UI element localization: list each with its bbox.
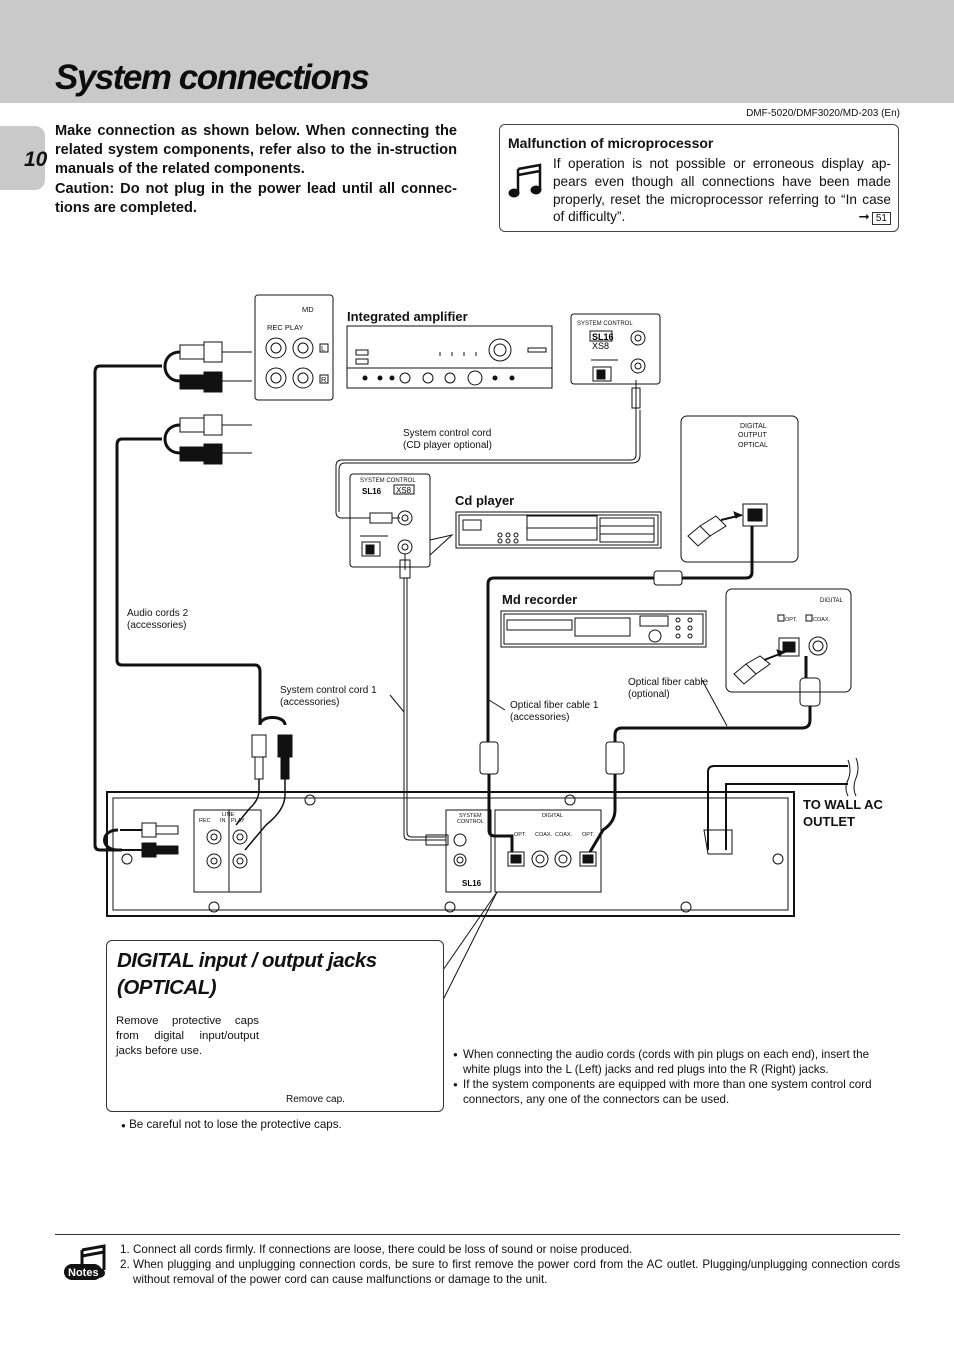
notes-icon [62, 1244, 108, 1284]
caution-paragraph: Caution: Do not plug in the power lead until all connec-tions are completed. [55, 180, 457, 216]
amp-xs8: XS8 [592, 341, 610, 351]
amp-system-control-panel [571, 314, 660, 410]
note-item [120, 1242, 900, 1257]
digital-box-title: DIGITAL input / output jacks (OPTICAL) [117, 949, 377, 999]
dmf-in-label: IN [220, 818, 226, 824]
cd-xs8: XS8 [396, 486, 412, 495]
dmf-coax-label: COAX. [535, 832, 553, 838]
dmf-digital-label: DIGITAL [542, 813, 563, 819]
md-digital-panel [726, 589, 851, 692]
system-cord-accessory-label-2: (accessories) [280, 697, 340, 708]
jack-l-label: L [321, 344, 326, 353]
optical-plug-dmf-play [606, 742, 624, 774]
dmf-line-label: LINE [222, 812, 235, 818]
intro-paragraph: Make connection as shown below. When connecting the related system components, refer also to the in-struction manuals of the related components. [55, 123, 457, 178]
leader-digital-box [443, 892, 497, 970]
careful-note [121, 1118, 342, 1131]
optical-cable-md [615, 706, 810, 742]
optical-cable-dmf-rec [489, 774, 512, 852]
jack-r-label: R [321, 375, 327, 384]
model-number: DMF-5020/DMF3020/MD-203 (En) [746, 108, 900, 119]
integrated-amplifier [347, 326, 552, 388]
note-text: When plugging and unplugging connection cords, be sure to first remove the power cord from the AC outlet. Plugging/unplugging connection cords without removal of the power cord can cause malfunctions or damage to the unit. [133, 1258, 900, 1286]
digital-box-text: Remove protective caps from digital input/output jacks before use. [116, 1015, 259, 1057]
integrated-amplifier-label: Integrated amplifier [347, 309, 468, 324]
dmf-system-control-label-2: CONTROL [457, 819, 484, 825]
malfunction-title: Malfunction of microprocessor [508, 135, 714, 151]
dmf-opt-label-2: OPT. [582, 832, 595, 838]
cd-player-label: Cd player [455, 493, 515, 508]
notes-label: Notes [68, 1267, 99, 1279]
dmf-system-control-label: SYSTEM [459, 813, 482, 819]
wall-outlet-label: TO WALL AC OUTLET [803, 797, 883, 829]
malfunction-body: If operation is not possible or erroneous display ap-pears even though all connections have been made properly, reset the microprocessor referring to “In case of difficulty”. [553, 156, 891, 225]
dmf-sl16: SL16 [462, 879, 482, 888]
rec-play-label: REC PLAY [267, 323, 304, 332]
diagram-small-labels [267, 305, 844, 604]
power-cord-break [846, 758, 858, 796]
remove-cap-label: Remove cap. [286, 1094, 345, 1105]
optical-plug-dmf-rec [480, 742, 498, 774]
audio-cords [95, 366, 285, 850]
note-item [120, 1257, 900, 1287]
connection-bullets [453, 1047, 889, 1107]
notes-divider [55, 1234, 900, 1235]
bullet-item: ● If the system components are equipped with more than one system control cord connectors, any one of the connectors can be used. [453, 1077, 889, 1107]
careful-text: Be careful not to lose the protective caps. [129, 1118, 342, 1131]
audio-cords-label-1: Audio cords 2 [127, 608, 189, 619]
cd-system-control-label: SYSTEM CONTROL [360, 478, 416, 484]
leader-digital-box-2 [443, 892, 497, 1000]
system-cord-accessory-label-1: System control cord 1 [280, 685, 377, 696]
cd-sl16: SL16 [362, 487, 382, 496]
amp-sl16: SL16 [592, 332, 614, 342]
audio-plugs-top [165, 342, 252, 464]
optical-optional-label-2: (optional) [628, 689, 670, 700]
optical-plug-cd [654, 571, 682, 585]
notes-list [120, 1242, 900, 1287]
digital-output-line-2: OUTPUT [738, 432, 767, 439]
page-number: 10 [24, 148, 48, 171]
reference-arrow-icon: ➞ [858, 209, 870, 225]
dmf-opt-label: OPT. [514, 832, 527, 838]
digital-output-line: DIGITAL [740, 423, 767, 430]
md-coax-label: COAX. [813, 617, 831, 623]
digital-output-line-3: OPTICAL [738, 442, 768, 449]
md-digital-label: DIGITAL [820, 598, 843, 604]
md-recorder [501, 611, 706, 647]
leader-system-cord [390, 695, 404, 712]
bullet-dot-icon: ● [121, 1121, 126, 1130]
cd-player [456, 512, 661, 548]
optical-fiber-cable-optional-line [682, 526, 752, 578]
cord-cd-label-2: (CD player optional) [403, 440, 492, 451]
diagram-cable-labels [127, 428, 708, 723]
md-jack-title: MD [302, 305, 314, 314]
digital-output-optical-label [738, 423, 769, 449]
dmf-rec-label: REC [199, 818, 211, 824]
dmf-play-label: PLAY [231, 818, 245, 824]
note-number: 2. [120, 1258, 130, 1271]
reference-page: 51 [872, 212, 891, 225]
note-text: Connect all cords firmly. If connections are loose, there could be loss of sound or noise produced. [133, 1243, 633, 1256]
dmf-coax-label-2: COAX. [555, 832, 573, 838]
dmf-rear-panel [107, 792, 794, 916]
md-opt-label: OPT. [785, 617, 798, 623]
digital-jacks-box [106, 940, 444, 1112]
optical-optional-label-1: Optical fiber cable [628, 677, 709, 688]
optical-cable-dmf-play [590, 774, 615, 852]
note-number: 1. [120, 1243, 130, 1256]
md-recorder-label: Md recorder [502, 592, 578, 607]
leader-accessory-optical [489, 700, 505, 710]
optical-accessory-label-2: (accessories) [510, 712, 570, 723]
system-control-cord-accessory [404, 578, 446, 840]
page-title: System connections [55, 58, 369, 97]
optical-accessory-label-1: Optical fiber cable 1 [510, 700, 599, 711]
amp-system-control-label: SYSTEM CONTROL [577, 321, 633, 327]
cord-cd-label-1: System control cord [403, 428, 492, 439]
bullet-item: ● When connecting the audio cords (cords with pin plugs on each end), insert the white plugs into the L (Left) jacks and red plugs into the R (Right) jacks. [453, 1047, 889, 1077]
audio-cords-label-2: (accessories) [127, 620, 187, 631]
